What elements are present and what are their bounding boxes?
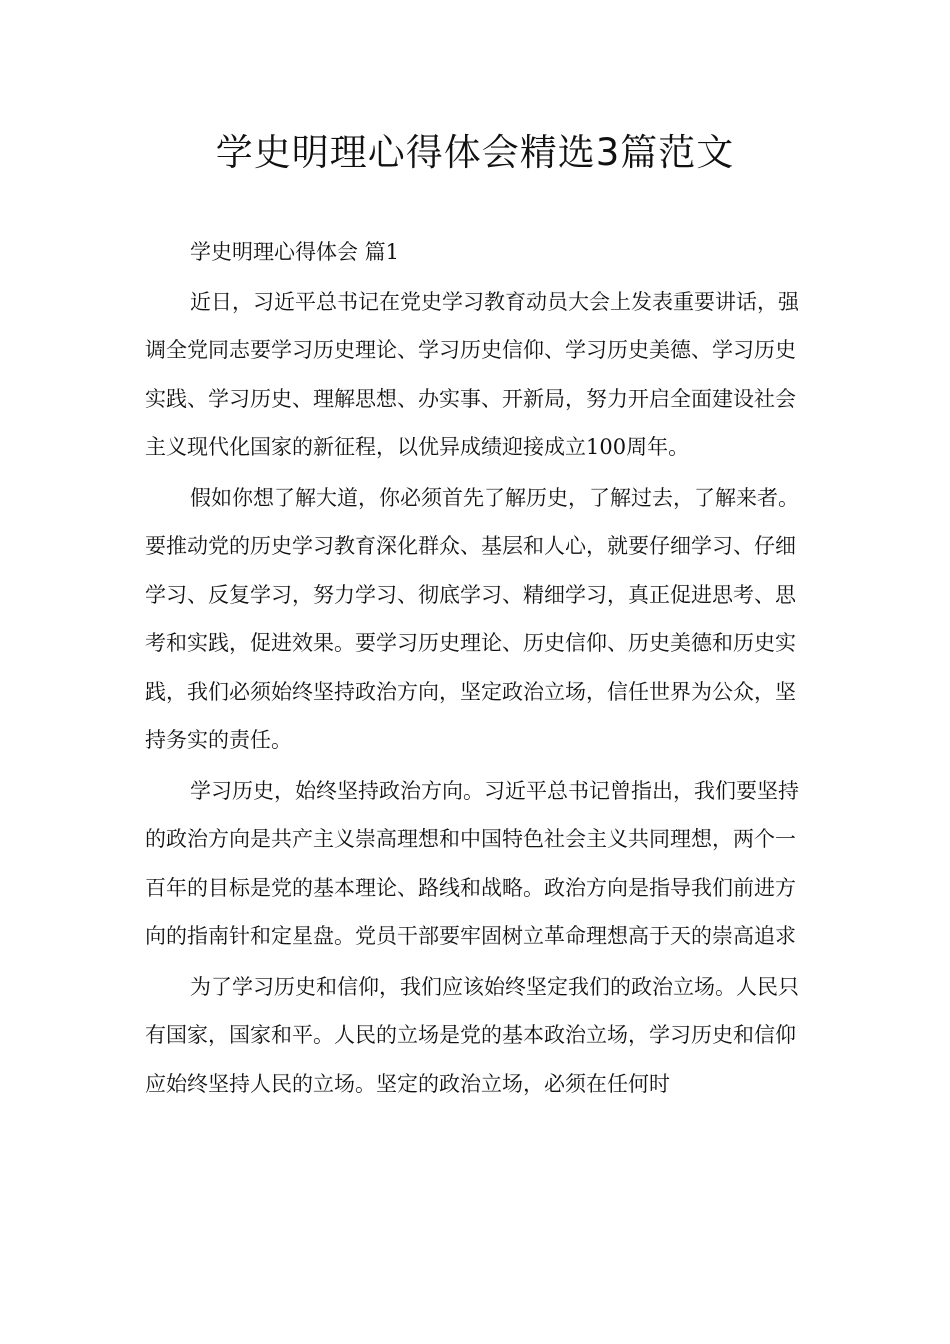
paragraph-4: 为了学习历史和信仰，我们应该始终坚定我们的政治立场。人民只有国家，国家和平。人民的立场是党的基本政治立场，学习历史和信仰应始终坚持人民的立场。坚定的政治立场，必须在任何时: [145, 974, 799, 1096]
paragraph-1: 近日，习近平总书记在党史学习教育动员大会上发表重要讲话，强调全党同志要学习历史理论、学习历史信仰、学习历史美德、学习历史实践、学习历史、理解思想、办实事、开新局，努力开启全面建设社会主义现代化国家的新征程，以优异成绩迎接成立100周年。: [145, 289, 799, 459]
paragraph-2: 假如你想了解大道，你必须首先了解历史，了解过去，了解来者。要推动党的历史学习教育深化群众、基层和人心，就要仔细学习、仔细学习、反复学习，努力学习、彻底学习、精细学习，真正促进思考、思考和实践，促进效果。要学习历史理论、历史信仰、历史美德和历史实践，我们必须始终坚持政治方向，坚定政治立场，信任世界为公众，坚持务实的责任。: [145, 485, 799, 752]
document-body: [145, 228, 815, 1110]
paragraph-3: 学习历史，始终坚持政治方向。习近平总书记曾指出，我们要坚持的政治方向是共产主义崇高理想和中国特色社会主义共同理想，两个一百年的目标是党的基本理论、路线和战略。政治方向是指导我们前进方向的指南针和定星盘。党员干部要牢固树立革命理想高于天的崇高追求: [145, 778, 799, 948]
section-heading: 学史明理心得体会 篇1: [190, 240, 400, 264]
document-title: 学史明理心得体会精选3篇范文: [215, 131, 735, 174]
